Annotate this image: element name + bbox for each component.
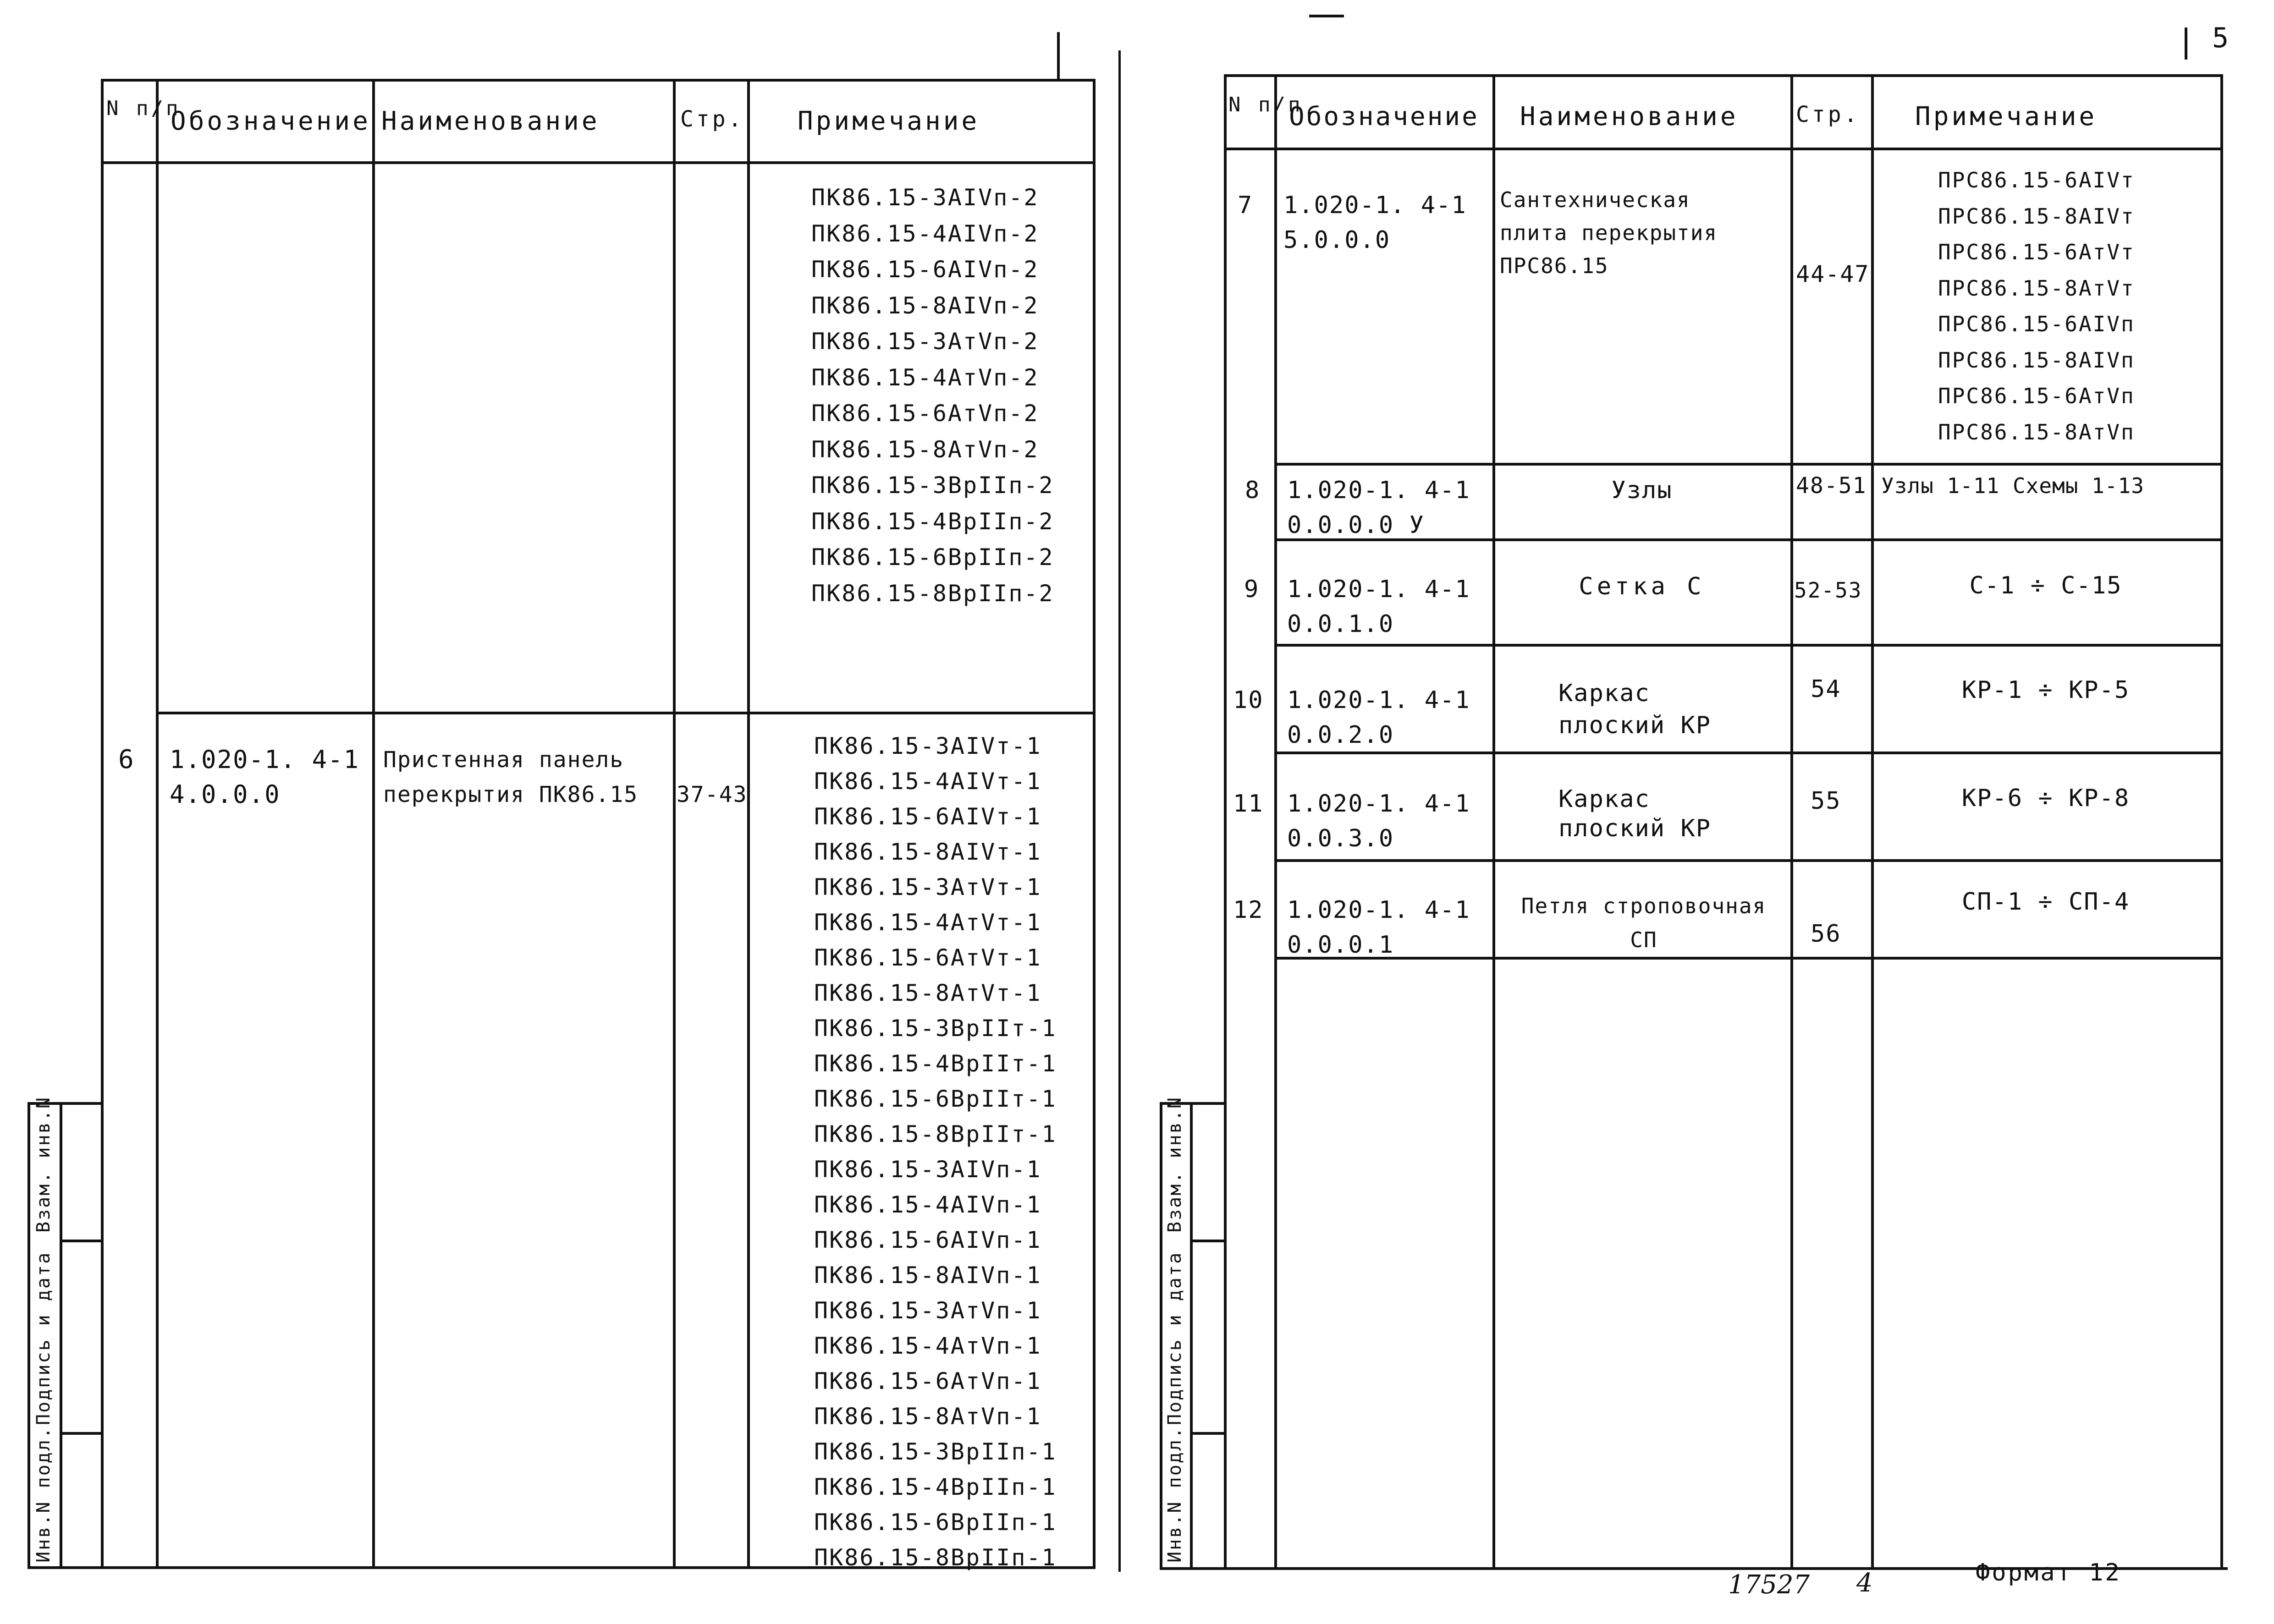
header-note: Примечание (1915, 102, 2098, 132)
note-item: ПК86.15-3АтVп-2 (811, 328, 1039, 355)
note-item: ПРС86.15-6АтVп (1938, 384, 2135, 408)
note-item: ПК86.15-4АIVп-1 (814, 1191, 1042, 1218)
stamp-inv-podl: Инв.N подл. (33, 1426, 54, 1563)
row11-page: 55 (1811, 787, 1841, 815)
row11-designation: 1.020-1. 4-1 0.0.3.0 (1287, 790, 1470, 852)
note-item: ПК86.15-8АIVп-2 (811, 292, 1039, 319)
note-item: ПК86.15-4ВрIIп-1 (814, 1474, 1057, 1500)
row9-notes: С-1 ÷ С-15 (1969, 572, 2122, 599)
note-item: ПРС86.15-6АIVп (1938, 312, 2135, 336)
row7-designation: 1.020-1. 4-1 5.0.0.0 (1283, 192, 1467, 254)
album-number: 17527 (1728, 1570, 1810, 1600)
row9-designation: 1.020-1. 4-1 0.0.1.0 (1287, 576, 1470, 638)
row7-notes (1938, 162, 2135, 450)
row10-notes: КР-1 ÷ КР-5 (1961, 676, 2130, 704)
note-item: ПК86.15-4ВрIIп-2 (811, 508, 1054, 535)
note-item: ПК86.15-3ВрIIп-1 (814, 1438, 1057, 1465)
page-number: 5 (2212, 22, 2229, 54)
note-item: ПРС86.15-8АIVт (1938, 203, 2135, 229)
note-item: ПК86.15-8АIVт-1 (814, 839, 1042, 865)
note-item: ПК86.15-4АтVп-2 (811, 364, 1039, 391)
header-designation: Обозначение (1289, 102, 1479, 132)
header-note: Примечание (798, 106, 980, 136)
note-item: ПК86.15-3АтVт-1 (814, 874, 1042, 900)
note-item: ПК86.15-4АтVп-1 (814, 1333, 1042, 1359)
row6-notes (814, 729, 1057, 1575)
note-item: ПРС86.15-6АтVт (1938, 240, 2135, 264)
note-item: ПК86.15-8АтVп-2 (811, 436, 1039, 463)
note-item: ПК86.15-8ВрIIп-1 (814, 1544, 1057, 1571)
note-item: ПК86.15-6АтVп-1 (814, 1368, 1042, 1394)
note-item: ПК86.15-4АIVт-1 (814, 768, 1042, 795)
row12-page: 56 (1811, 920, 1841, 948)
note-item: ПК86.15-4ВрIIт-1 (814, 1050, 1057, 1077)
row12-num: 12 (1233, 896, 1264, 924)
row10-page: 54 (1811, 675, 1841, 703)
row6-page: 37-43 (677, 782, 748, 807)
note-item: ПК86.15-3АIVп-2 (811, 184, 1039, 211)
note-item: ПК86.15-6АтVт-1 (814, 944, 1042, 971)
stamp-inv-podl: Инв.N подл. (1164, 1426, 1185, 1563)
row7-name: Сантехническая плита перекрытия ПРС86.15 (1500, 187, 1718, 278)
stamp-vzam-inv: Взам. инв.N (33, 1096, 54, 1233)
row9-page: 52-53 (1794, 578, 1862, 603)
header-page: Стр. (1796, 102, 1860, 127)
note-item: ПК86.15-3ВрIIп-2 (811, 472, 1054, 499)
stamp-podpis-data: Подпись и дата (1164, 1251, 1185, 1425)
note-item: ПК86.15-3АIVп-1 (814, 1156, 1042, 1183)
stamp-vzam-inv: Взам. инв.N (1164, 1096, 1185, 1233)
row11-num: 11 (1233, 790, 1264, 817)
note-item: ПК86.15-8АIVп-1 (814, 1262, 1042, 1289)
note-item: ПК86.15-3ВрIIт-1 (814, 1015, 1057, 1042)
row9-name: Сетка С (1579, 573, 1705, 600)
note-item: ПРС86.15-8АIVп (1938, 347, 2135, 373)
note-item: ПК86.15-6АIVп-1 (814, 1227, 1042, 1253)
row10-designation: 1.020-1. 4-1 0.0.2.0 (1287, 686, 1470, 749)
row8-num: 8 (1245, 477, 1261, 504)
row7-page: 44-47 (1796, 261, 1870, 287)
header-name: Наименование (1520, 102, 1739, 132)
note-item: ПРС86.15-6АIVт (1938, 168, 2135, 192)
note-item: ПК86.15-8АтVт-1 (814, 980, 1042, 1006)
format-label: Формат 12 (1976, 1559, 2121, 1586)
continued-notes (811, 180, 1054, 611)
note-item: ПК86.15-6АтVп-2 (811, 400, 1039, 427)
header-designation: Обозначение (171, 106, 371, 136)
sheet-number: 4 (1856, 1568, 1873, 1598)
header-page: Стр. (680, 106, 744, 132)
header-num: N п/п (106, 97, 181, 120)
note-item: ПК86.15-3АтVп-1 (814, 1297, 1042, 1324)
stamp-podpis-data: Подпись и дата (33, 1251, 54, 1425)
row7-num: 7 (1238, 192, 1253, 219)
row11-name: Каркас плоский КР (1558, 785, 1712, 842)
note-item: ПК86.15-6АIVп-2 (811, 256, 1039, 283)
note-item: ПК86.15-8АтVп-1 (814, 1403, 1042, 1430)
row8-page: 48-51 (1796, 473, 1867, 499)
row9-num: 9 (1244, 576, 1260, 603)
note-item: ПК86.15-6АIVт-1 (814, 803, 1042, 830)
note-item: ПК86.15-3АIVт-1 (814, 733, 1042, 759)
note-item: ПК86.15-8ВрIIт-1 (814, 1121, 1057, 1147)
row12-name: Петля строповочная СП (1521, 894, 1767, 952)
row6-name: Пристенная панель перекрытия ПК86.15 (383, 747, 639, 807)
row8-notes: Узлы 1-11 Схемы 1-13 (1881, 473, 2144, 498)
note-item: ПК86.15-6ВрIIт-1 (814, 1086, 1057, 1112)
note-item: ПК86.15-6ВрIIп-1 (814, 1509, 1057, 1536)
row11-notes: КР-6 ÷ КР-8 (1961, 785, 2130, 812)
row12-notes: СП-1 ÷ СП-4 (1961, 888, 2130, 916)
row8-designation: 1.020-1. 4-1 0.0.0.0 У (1287, 477, 1470, 539)
row6-designation: 1.020-1. 4-1 4.0.0.0 (170, 745, 360, 809)
row10-name: Каркас плоский КР (1558, 680, 1712, 739)
note-item: ПК86.15-6ВрIIп-2 (811, 544, 1054, 571)
note-item: ПРС86.15-8АтVп (1938, 419, 2135, 444)
row8-name: Узлы (1611, 477, 1673, 504)
row12-designation: 1.020-1. 4-1 0.0.0.1 (1287, 896, 1470, 959)
note-item: ПК86.15-8ВрIIп-2 (811, 580, 1054, 607)
row6-num: 6 (118, 745, 135, 774)
header-num: N п/п (1228, 93, 1303, 116)
row10-num: 10 (1233, 686, 1264, 714)
header-name: Наименование (381, 106, 600, 136)
note-item: ПК86.15-4АтVт-1 (814, 909, 1042, 936)
note-item: ПК86.15-4АIVп-2 (811, 220, 1039, 247)
note-item: ПРС86.15-8АтVт (1938, 275, 2135, 301)
